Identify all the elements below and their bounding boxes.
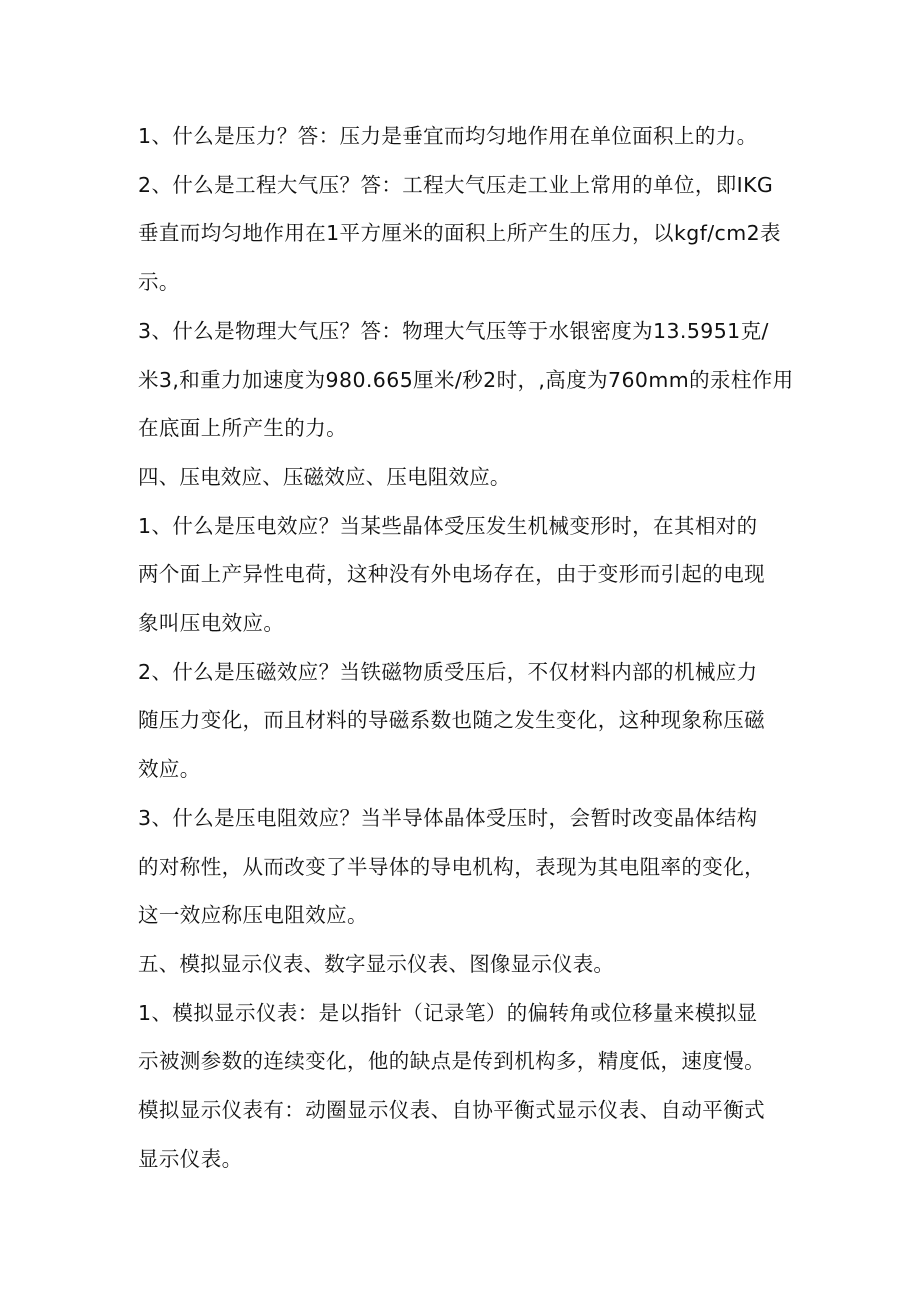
paragraph-piezoresistive-effect bbox=[138, 794, 788, 940]
text-line: 随压力变化，而且材料的导磁系数也随之发生变化，这种现象称压磁 bbox=[138, 708, 765, 733]
text-line: 1、什么是压电效应？当某些晶体受压发生机械变形时，在其相对的 bbox=[138, 513, 758, 538]
text-line: 的对称性，从而改变了半导体的导电机构，表现为其电阻率的变化， bbox=[138, 854, 765, 879]
document-page bbox=[138, 112, 794, 1183]
heading-text: 四、压电效应、压磁效应、压电阻效应。 bbox=[138, 464, 511, 489]
text-line: 象叫压电效应。 bbox=[138, 611, 285, 636]
text-line: 效应。 bbox=[138, 757, 201, 782]
paragraph-q2-engineering-atmosphere bbox=[138, 161, 788, 307]
paragraph-analog-display-instruments bbox=[138, 989, 788, 1184]
section-heading-4 bbox=[138, 453, 788, 502]
text-line: 两个面上产异性电荷，这种没有外电场存在，由于变形而引起的电现 bbox=[138, 562, 765, 587]
text-line: 米3,和重力加速度为980.665厘米/秒2时，,高度为760mm的汞柱作用 bbox=[138, 367, 794, 392]
text-line: 示被测参数的连续变化，他的缺点是传到机构多，精度低，速度慢。 bbox=[138, 1049, 765, 1074]
text-line: 这一效应称压电阻效应。 bbox=[138, 903, 368, 928]
text-line: 3、什么是物理大气压？答：物理大气压等于水银密度为13.5951克/ bbox=[138, 318, 769, 343]
paragraph-q1-pressure bbox=[138, 112, 788, 161]
text-line: 1、模拟显示仪表：是以指针（记录笔）的偏转角或位移量来模拟显 bbox=[138, 1000, 758, 1025]
text-line: 垂直而均匀地作用在1平方厘米的面积上所产生的压力，以kgf∕cm2表 bbox=[138, 221, 781, 246]
paragraph-q3-physical-atmosphere bbox=[138, 307, 794, 453]
text-line: 模拟显示仪表有：动圈显示仪表、自协平衡式显示仪表、自动平衡式 bbox=[138, 1098, 765, 1123]
text-line: 3、什么是压电阻效应？当半导体晶体受压时，会暂时改变晶体结构 bbox=[138, 805, 758, 830]
text-line: 2、什么是压磁效应？当铁磁物质受压后，不仅材料内部的机械应力 bbox=[138, 659, 758, 684]
section-heading-5 bbox=[138, 940, 788, 989]
text-line: 1、什么是压力？答：压力是垂宜而均匀地作用在单位面积上的力。 bbox=[138, 124, 758, 148]
text-line: 在底面上所产生的力。 bbox=[138, 416, 347, 441]
heading-text: 五、模拟显示仪表、数字显示仪表、图像显示仪表。 bbox=[138, 951, 615, 976]
paragraph-piezoelectric-effect bbox=[138, 502, 788, 648]
paragraph-piezomagnetic-effect bbox=[138, 648, 788, 794]
text-line: 示。 bbox=[138, 270, 180, 295]
text-line: 显示仪表。 bbox=[138, 1146, 243, 1171]
text-line: 2、什么是工程大气压？答：工程大气压走工业上常用的单位，即IKG bbox=[138, 172, 774, 197]
